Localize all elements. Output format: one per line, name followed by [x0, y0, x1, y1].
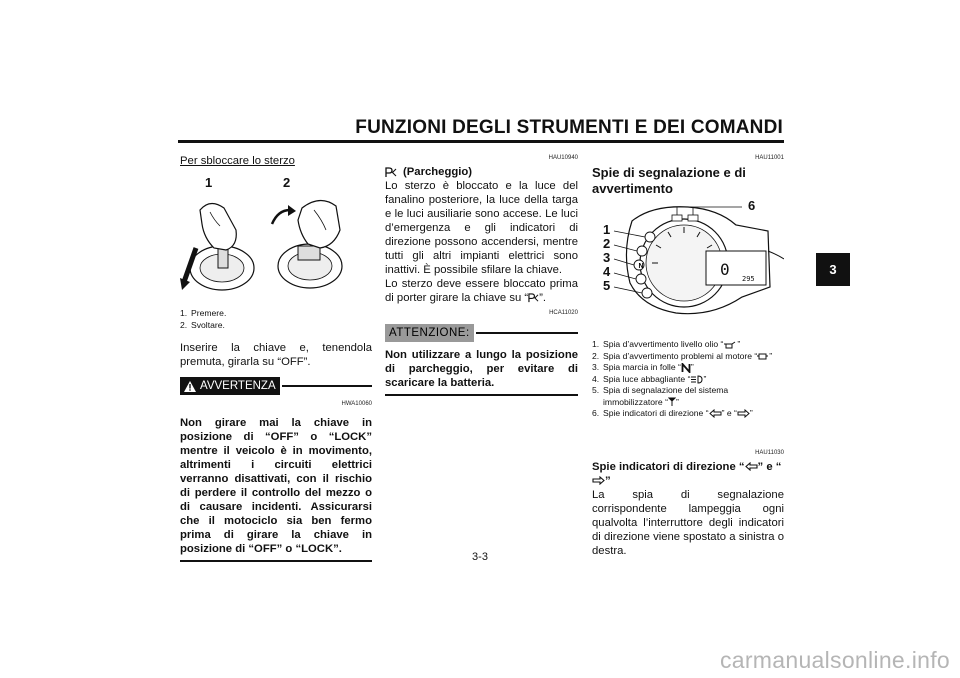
parking-description: Lo sterzo è bloccato e la luce del fanalino posteriore, la luce della targa e le luci ausiliarie sono accese. Le luci d’emergenza e gli indicatori di direzione possono accendersi, mentre tutti gli altri impianti elettrici sono inattivi. È possibile sfilare la chiave.	[385, 180, 578, 276]
figure-label-1: 1	[603, 222, 611, 237]
page-title: FUNZIONI DEGLI STRUMENTI E DEI COMANDI	[355, 117, 783, 138]
parking-note: Lo sterzo deve essere bloccato prima di porter girare la chiave su “ ”.	[385, 278, 578, 304]
column-right	[592, 151, 784, 558]
warning-label: AVVERTENZA	[180, 377, 280, 395]
indicators-heading: Spie di segnalazione e di avvertimento	[592, 165, 746, 196]
caption-item: 6. Spie indicatori di direzione “ ” e “ ”	[592, 408, 753, 418]
turn-left-icon	[745, 462, 758, 471]
oil-level-icon	[723, 341, 737, 349]
figure-key-unlock	[180, 174, 372, 296]
caption-item: 3. Spia marcia in folle “ ”	[592, 362, 694, 372]
caution-end-rule	[385, 394, 578, 396]
column-left	[180, 154, 372, 562]
figure-label-4: 4	[603, 264, 611, 279]
instrument-cluster-illustration	[592, 198, 784, 321]
turn-left-icon	[709, 409, 722, 418]
figure-label-1: 1	[205, 175, 213, 190]
section-heading-unlock: Per sbloccare lo sterzo	[180, 155, 295, 167]
column-middle	[385, 151, 578, 396]
figure-label-2: 2	[283, 175, 291, 190]
caution-text: Non utilizzare a lungo la posizione di parcheggio, per evitare di scaricare la batteria.	[385, 349, 578, 389]
figure-label-5: 5	[603, 278, 611, 293]
figure-instrument-cluster	[592, 198, 784, 321]
warning-code: HWA10060	[341, 401, 372, 407]
chapter-tab: 3	[816, 253, 850, 286]
turn-signal-code: HAU11030	[755, 449, 784, 456]
caption-item: 2. Svoltare.	[180, 319, 225, 330]
turn-right-icon	[592, 476, 605, 485]
parking-icon	[528, 293, 539, 303]
caption-item: 5. Spia di segnalazione del sistema immobilizzatore “ ”	[592, 385, 729, 407]
figure-captions-right	[592, 339, 784, 420]
figure-label-2: 2	[603, 236, 611, 251]
figure-label-6: 6	[748, 198, 756, 213]
engine-icon	[757, 352, 769, 361]
warning-end-rule	[180, 560, 372, 562]
turn-signal-heading: Spie indicatori di direzione “ ” e “”	[592, 460, 782, 487]
svg-text:295: 295	[742, 275, 755, 283]
high-beam-icon	[690, 375, 703, 384]
caption-item: 4. Spia luce abbagliante “ ”	[592, 373, 707, 384]
caution-code: HCA11020	[549, 310, 578, 316]
section-code: HAU11001	[755, 155, 784, 161]
warning-triangle-icon	[184, 381, 196, 392]
warning-text: Non girare mai la chiave in posizione di “OFF” o “LOCK” mentre il veicolo è in movimento, altrimenti i circuiti elettrici verranno disattivati, con il rischio di perdere il controllo del mezzo o di causare incidenti. Assicurarsi che il motociclo sia ben fermo prima di girare la chiave in posizione di “OFF” o “LOCK”.	[180, 417, 372, 555]
key-hand-illustration	[180, 190, 372, 295]
parking-icon	[385, 167, 397, 178]
caption-item: 1. Premere.	[180, 308, 227, 318]
turn-right-icon	[737, 409, 750, 418]
unlock-instructions: Inserire la chiave e, tenendola premuta, girarla su “OFF”.	[180, 342, 372, 368]
svg-text:0: 0	[720, 260, 730, 279]
neutral-icon	[681, 363, 691, 373]
section-code: HAU10940	[548, 155, 578, 161]
immobilizer-icon	[668, 397, 676, 407]
warning-block	[180, 377, 372, 562]
caption-item: 2. Spia d’avvertimento problemi al motore “ ”	[592, 350, 773, 361]
parking-heading: (Parcheggio)	[385, 165, 578, 179]
turn-signal-description: La spia di segnalazione corrispondente lampeggia ogni qualvolta l’interruttore degli indicatori di direzione viene spostato a sinistra o destra.	[592, 488, 784, 557]
svg-text:N: N	[638, 263, 644, 270]
title-rule	[178, 140, 784, 143]
caption-item: 1. Spia d’avvertimento livello olio “ ”	[592, 339, 741, 349]
page-number: 3-3	[472, 551, 488, 563]
figure-label-3: 3	[603, 250, 611, 265]
caution-label: ATTENZIONE:	[385, 324, 474, 342]
figure-captions-left	[180, 308, 372, 331]
watermark: carmanualsonline.info	[719, 647, 950, 673]
